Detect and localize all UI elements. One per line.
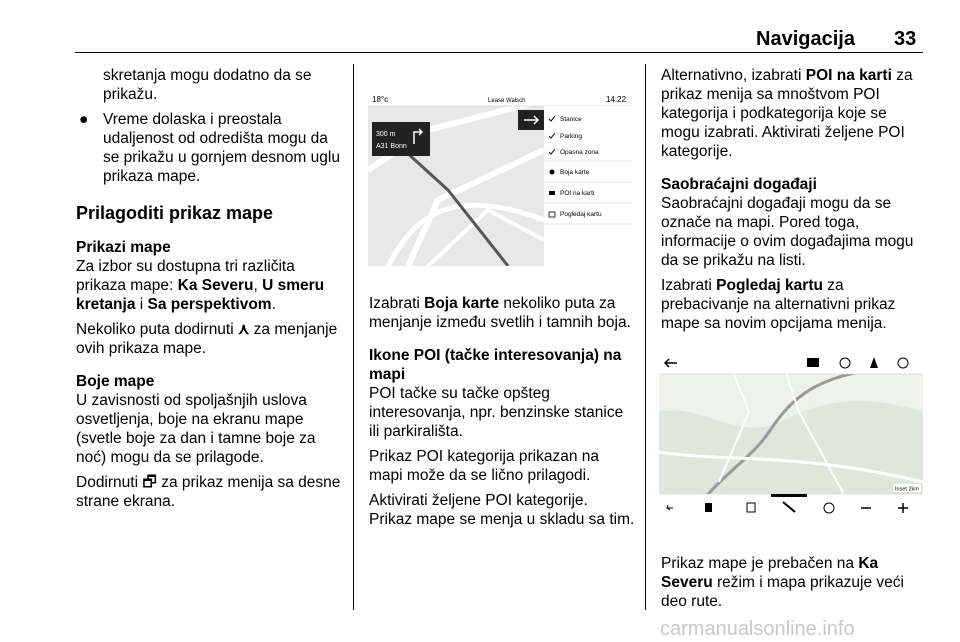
screen-temperature: 18°c	[372, 95, 389, 104]
subsection-title: Prikazi mape	[76, 239, 171, 256]
menu-ref-map-color: Boja karte	[424, 295, 500, 312]
menu-item-stations: Stanice	[560, 116, 582, 123]
menu-icon: 🗗	[142, 474, 157, 491]
option-perspective: Sa perspektivom	[147, 296, 272, 313]
paragraph: Za izbor su dostupna tri različita prikaza mape: Ka Severu, U smeru kretanja i Sa perspektivom.	[76, 258, 325, 313]
subsection-title: Saobraćajni događaji	[661, 176, 817, 193]
paragraph: Izabrati Pogledaj kartu za prebacivanje na alternativni prikaz mape sa novim opcijama menija.	[661, 277, 896, 332]
screen-time: 14:22	[606, 95, 627, 104]
menu-item-poi-on-map: POI na karti	[560, 190, 595, 197]
column-divider	[645, 64, 646, 610]
paragraph: Saobraćajni događaji mogu da se označe na mapi. Pored toga, informacije o ovim događajima mogu da se prikažu na listi.	[661, 195, 914, 269]
nav-screen-map-view	[659, 352, 923, 522]
paragraph: Aktivirati željene POI kategorije. Prikaz mape se menja u skladu sa tim.	[369, 492, 635, 528]
turn-road: A31 Bonn	[376, 143, 407, 150]
page-title: Navigacija	[756, 28, 855, 50]
list-icon	[807, 358, 819, 367]
map-scale: Inset 2km	[895, 486, 919, 493]
column-left	[76, 66, 346, 511]
continued-bullet-text: skretanja mogu dodatno da se prikažu.	[103, 67, 312, 103]
menu-item-map-color: Boja karte	[560, 169, 590, 176]
screen-street: Lease Walsch	[488, 98, 526, 104]
paragraph: Izabrati Boja karte nekoliko puta za menjanje između svetlih i tamnih boja.	[369, 295, 631, 331]
active-tab-indicator	[771, 494, 807, 497]
menu-ref-view-map: Pogledaj kartu	[716, 277, 823, 294]
paragraph: Alternativno, izabrati POI na karti za prikaz menija sa mnoštvom POI kategorija i podkategorija koje se mogu izabrati. Aktivirati željene POI kategorije.	[661, 67, 913, 160]
column-right	[661, 66, 927, 333]
fuel-icon	[705, 503, 712, 512]
bullet-mark: ●	[79, 111, 89, 128]
menu-item-view-map: Pogledaj kartu	[560, 211, 602, 218]
bullet-text: Vreme dolaska i preostala udaljenost od odredišta mogu da se prikažu u gornjem desnom uglu prikaza mape.	[103, 111, 340, 185]
menu-ref-poi-on-map: POI na karti	[805, 67, 892, 84]
turn-panel	[372, 122, 430, 156]
turn-distance: 300 m	[376, 131, 396, 138]
palette-icon	[550, 170, 555, 175]
menu-item-danger-zone: Opasna zona	[560, 149, 599, 156]
poi-icon	[549, 191, 555, 195]
subsection-title: Boje mape	[76, 373, 155, 390]
mode-north: Ka Severu	[661, 555, 879, 591]
paragraph: Prikaz POI kategorija prikazan na mapi može da se lično prilagodi.	[369, 448, 600, 484]
caption	[661, 554, 927, 611]
bullet-item	[79, 110, 346, 186]
column-divider	[353, 64, 354, 610]
column-middle	[369, 294, 635, 529]
paragraph: Dodirnuti 🗗 za prikaz menija sa desne strane ekrana.	[76, 474, 341, 510]
section-title: Prilagoditi prikaz mape	[76, 203, 274, 223]
header-rule	[75, 52, 923, 53]
side-menu	[544, 106, 632, 266]
menu-item-parking: Parking	[560, 133, 583, 140]
nav-screen-color-menu	[368, 90, 632, 266]
watermark: carmanualsonline.info	[660, 618, 855, 640]
paragraph: POI tačke su tačke opšteg interesovanja, npr. benzinske stanice ili parkirališta.	[369, 385, 624, 440]
paragraph: U zavisnosti od spoljašnjih uslova osvetljenja, boje na ekranu mape (svetle boje za dan i tamne boje za noć) mogu da se prilagode.	[76, 392, 316, 466]
option-north: Ka Severu	[177, 277, 254, 294]
option-heading: U smeru kretanja	[76, 277, 325, 313]
subsection-title: Ikone POI (tačke interesovanja) na mapi	[369, 347, 622, 383]
page-number: 33	[894, 28, 917, 50]
compass-icon: ⋏	[238, 321, 250, 338]
paragraph: Nekoliko puta dodirnuti ⋏ za menjanje ovih prikaza mape.	[76, 321, 338, 357]
paragraph: Prikaz mape je prebačen na Ka Severu režim i mapa prikazuje veći deo rute.	[661, 555, 904, 610]
